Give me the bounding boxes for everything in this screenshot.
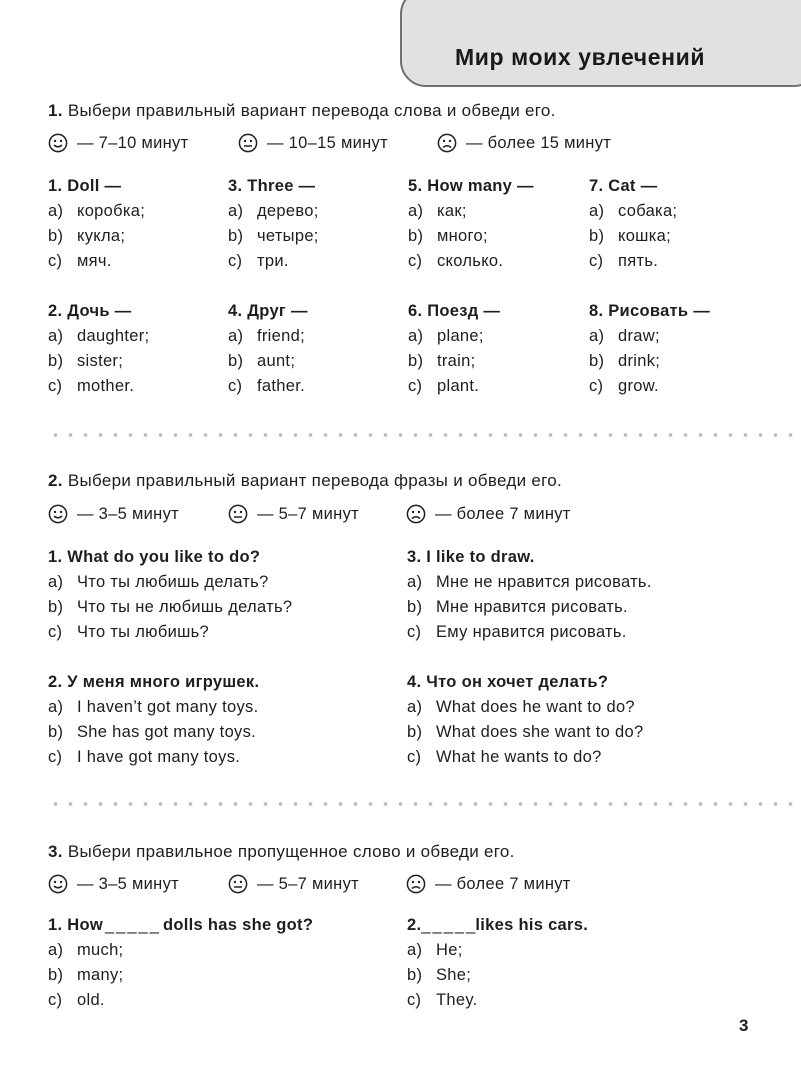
question-text: 1. How _____ dolls has she got?	[48, 913, 313, 938]
task-3-instruction	[48, 842, 515, 862]
answer-blank: _____	[421, 916, 478, 934]
question-block	[48, 174, 145, 274]
option-a[interactable]: a) как;	[408, 202, 467, 220]
option-a[interactable]: a) I haven’t got many toys.	[48, 698, 259, 716]
sad-face-icon	[437, 133, 457, 153]
option-a[interactable]: a) friend;	[228, 327, 305, 345]
dotted-divider	[48, 802, 800, 806]
question-block	[228, 299, 308, 399]
question-block	[48, 299, 149, 399]
option-c[interactable]: c) mother.	[48, 377, 135, 395]
option-a[interactable]: a) plane;	[408, 327, 484, 345]
question-block	[407, 545, 652, 645]
option-b[interactable]: b) She;	[407, 966, 472, 984]
option-b[interactable]: b) кошка;	[589, 227, 671, 245]
time-text: — 5–7 минут	[257, 504, 359, 523]
option-b[interactable]: b) aunt;	[228, 352, 296, 370]
option-c[interactable]: c) три.	[228, 252, 289, 270]
time-sad	[437, 133, 611, 153]
answer-blank: _____	[105, 916, 161, 934]
option-c[interactable]: c) old.	[48, 991, 105, 1009]
option-a[interactable]: a) He;	[407, 941, 463, 959]
question-block	[48, 545, 292, 645]
question-text: 4. Что он хочет делать?	[407, 673, 609, 691]
option-a[interactable]: a) What does he want to do?	[407, 698, 635, 716]
option-b[interactable]: b) много;	[408, 227, 488, 245]
question-text: 3. I like to draw.	[407, 548, 535, 566]
option-c[interactable]: c) мяч.	[48, 252, 112, 270]
task-number: 2.	[48, 471, 63, 490]
time-sad	[406, 874, 571, 894]
option-b[interactable]: b) She has got many toys.	[48, 723, 257, 741]
question-text: 3. Three —	[228, 177, 316, 195]
option-a[interactable]: a) Что ты любишь делать?	[48, 573, 269, 591]
time-happy	[48, 874, 179, 894]
instruction-text: Выбери правильный вариант перевода слова и обведи его.	[67, 101, 556, 120]
option-b[interactable]: b) drink;	[589, 352, 661, 370]
option-a[interactable]: a) daughter;	[48, 327, 150, 345]
time-happy	[48, 504, 179, 524]
neutral-face-icon	[228, 504, 248, 524]
time-neutral	[228, 504, 359, 524]
smile-face-icon	[48, 874, 68, 894]
option-c[interactable]: c) пять.	[589, 252, 659, 270]
option-b[interactable]: b) train;	[408, 352, 476, 370]
question-block	[228, 174, 319, 274]
option-a[interactable]: a) дерево;	[228, 202, 319, 220]
option-c[interactable]: c) father.	[228, 377, 305, 395]
question-block	[48, 913, 313, 1013]
option-a[interactable]: a) much;	[48, 941, 124, 959]
smile-face-icon	[48, 504, 68, 524]
option-a[interactable]: a) Мне не нравится рисовать.	[407, 573, 652, 591]
option-b[interactable]: b) Мне нравится рисовать.	[407, 598, 628, 616]
option-b[interactable]: b) many;	[48, 966, 124, 984]
option-c[interactable]: c) What he wants to do?	[407, 748, 602, 766]
task-2-instruction	[48, 471, 562, 491]
page-title: Мир моих увлечений	[455, 44, 706, 70]
instruction-text: Выбери правильное пропущенное слово и обведи его.	[67, 842, 515, 861]
option-a[interactable]: a) коробка;	[48, 202, 146, 220]
task-number: 1.	[48, 101, 63, 120]
time-text: — 5–7 минут	[257, 874, 359, 893]
option-b[interactable]: b) четыре;	[228, 227, 319, 245]
question-block	[589, 299, 710, 399]
question-text: 2. Дочь —	[48, 302, 132, 320]
time-sad	[406, 504, 571, 524]
question-text: 1. What do you like to do?	[48, 548, 261, 566]
question-block	[48, 670, 259, 770]
time-text: — более 7 минут	[435, 504, 571, 523]
option-c[interactable]: c) Ему нравится рисовать.	[407, 623, 627, 641]
sad-face-icon	[406, 504, 426, 524]
question-text: 1. Doll —	[48, 177, 122, 195]
smile-face-icon	[48, 133, 68, 153]
option-a[interactable]: a) собака;	[589, 202, 678, 220]
question-text: 7. Cat —	[589, 177, 658, 195]
time-text: — 3–5 минут	[77, 874, 179, 893]
task-number: 3.	[48, 842, 63, 861]
question-block	[407, 913, 588, 1013]
question-text: 4. Друг —	[228, 302, 308, 320]
neutral-face-icon	[238, 133, 258, 153]
time-text: — более 15 минут	[466, 133, 612, 152]
option-c[interactable]: c) I have got many toys.	[48, 748, 241, 766]
option-c[interactable]: c) plant.	[408, 377, 480, 395]
question-text: 2. У меня много игрушек.	[48, 673, 260, 691]
option-c[interactable]: c) grow.	[589, 377, 659, 395]
option-a[interactable]: a) draw;	[589, 327, 660, 345]
question-text: 6. Поезд —	[408, 302, 501, 320]
neutral-face-icon	[228, 874, 248, 894]
time-text: — 3–5 минут	[77, 504, 179, 523]
option-b[interactable]: b) sister;	[48, 352, 124, 370]
question-block	[407, 670, 643, 770]
instruction-text: Выбери правильный вариант перевода фразы и обведи его.	[67, 471, 563, 490]
option-b[interactable]: b) кукла;	[48, 227, 126, 245]
option-c[interactable]: c) They.	[407, 991, 478, 1009]
question-block	[408, 299, 500, 399]
sad-face-icon	[406, 874, 426, 894]
question-text: 2._____likes his cars.	[407, 913, 588, 938]
option-c[interactable]: c) сколько.	[408, 252, 504, 270]
option-c[interactable]: c) Что ты любишь?	[48, 623, 210, 641]
task-1-instruction	[48, 101, 556, 121]
time-text: — более 7 минут	[435, 874, 571, 893]
question-text: 5. How many —	[408, 177, 534, 195]
question-block	[408, 174, 534, 274]
option-b[interactable]: b) What does she want to do?	[407, 723, 644, 741]
question-block	[589, 174, 677, 274]
page-number: 3	[739, 1016, 749, 1035]
dotted-divider	[48, 433, 800, 437]
time-text: — 7–10 минут	[77, 133, 189, 152]
time-happy	[48, 133, 188, 153]
time-neutral	[228, 874, 359, 894]
time-text: — 10–15 минут	[267, 133, 388, 152]
option-b[interactable]: b) Что ты не любишь делать?	[48, 598, 293, 616]
question-text: 8. Рисовать —	[589, 302, 711, 320]
time-neutral	[238, 133, 388, 153]
